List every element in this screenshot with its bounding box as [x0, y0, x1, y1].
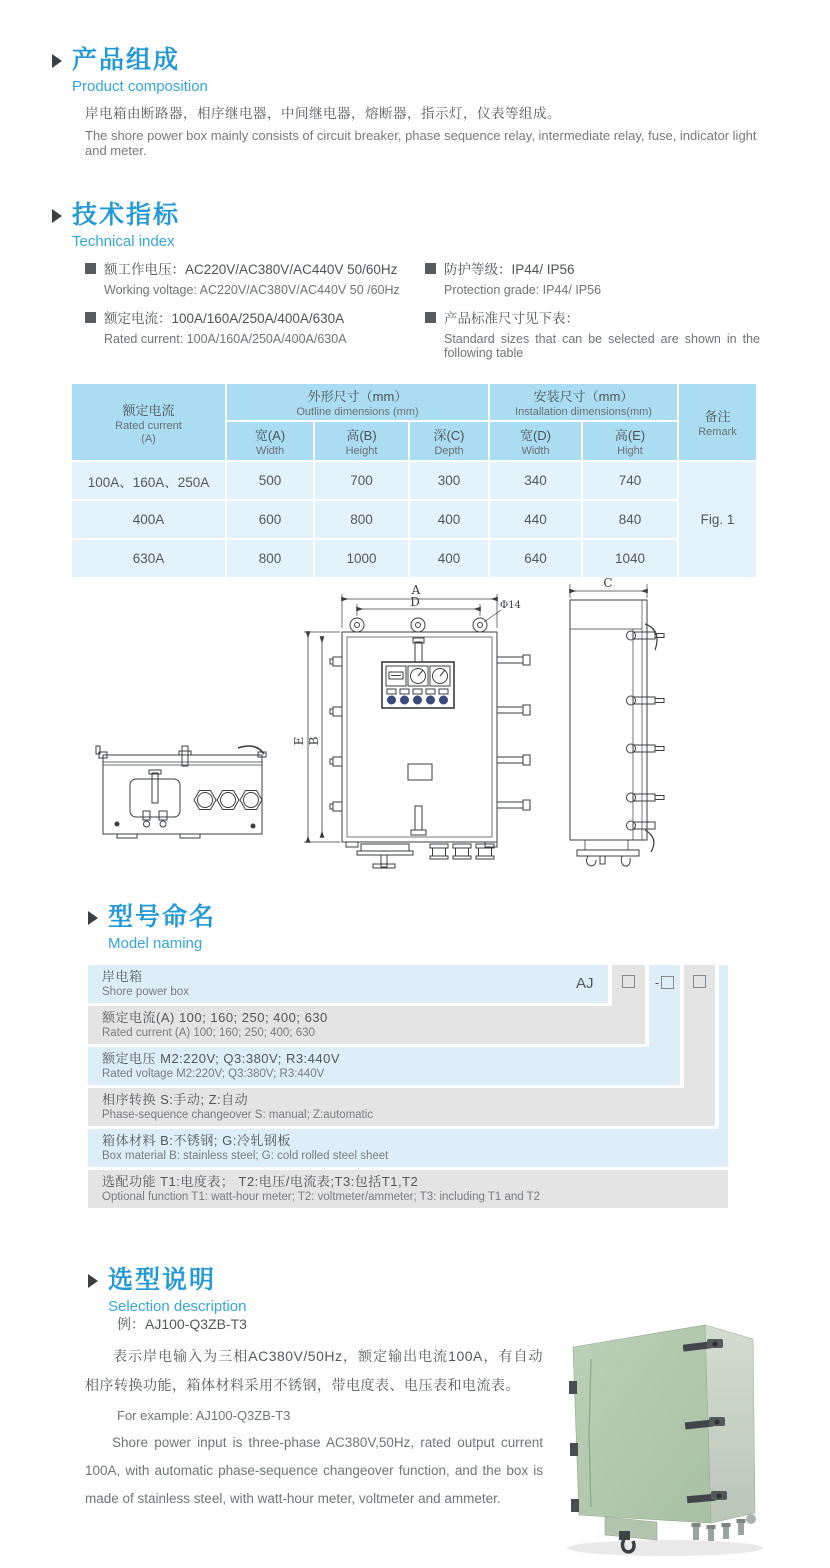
header-cn: 高(E) — [614, 428, 646, 443]
naming-row-en: Optional function T1: watt-hour meter; T2: voltmeter/ammeter; T3: including T1 and T2 — [102, 1191, 541, 1203]
section-model-naming-heading — [88, 903, 216, 952]
cell-width: 500 — [227, 462, 313, 499]
header-cn: 宽(D) — [519, 428, 552, 443]
tech-item-standard-sizes — [425, 307, 760, 327]
selection-text-en: Shore power input is three-phase AC380V,50Hz, rated output current 100A, with automatic phase-sequence changeover function, and the box is made of stainless steel, with watt-hour meter, voltmeter and ammeter. — [85, 1435, 543, 1506]
tech-item-cn: 额定电流：100A/160A/250A/400A/630A — [104, 311, 345, 326]
header-cn: 额定电流 — [122, 402, 175, 418]
header-en: Installation dimensions(mm) — [515, 406, 652, 418]
bullet-square-icon — [85, 263, 96, 274]
tech-item-working-voltage — [85, 258, 415, 278]
header-installation-dimensions — [490, 384, 677, 420]
side-latch-icons — [627, 624, 665, 852]
latch-icons — [497, 655, 530, 810]
dim-label-c: C — [603, 576, 613, 590]
section-title-en: Technical index — [72, 233, 175, 250]
header-height-b — [315, 422, 408, 460]
header-en: Depth — [434, 445, 464, 457]
header-en: Rated current — [115, 419, 182, 432]
example-model-en: For example: AJ100-Q3ZB-T3 — [117, 1408, 291, 1423]
header-height-e — [583, 422, 677, 460]
cell-height: 800 — [315, 501, 408, 538]
dim-label-d: D — [410, 595, 420, 609]
naming-row-cn: 选配功能 T1:电度表； T2:电压/电流表;T3:包括T1,T2 — [102, 1174, 419, 1189]
section-title-en: Model naming — [108, 935, 203, 952]
naming-row-optional-function — [88, 1170, 728, 1208]
naming-row-en: Box material B: stainless steel; G: cold rolled steel sheet — [102, 1150, 389, 1162]
hex-gland-icons — [194, 791, 262, 810]
header-width-d — [490, 422, 581, 460]
bottom-bracket — [605, 1517, 657, 1540]
header-cn: 高(B) — [346, 428, 377, 443]
section-product-composition-heading — [52, 46, 208, 95]
bullet-square-icon — [425, 263, 436, 274]
naming-row-en: Phase-sequence changeover S: manual; Z:automatic — [102, 1109, 374, 1121]
naming-row-en: Rated current (A) 100; 160; 250; 400; 630 — [102, 1027, 315, 1039]
front-view-drawing — [304, 594, 530, 868]
selection-description-body — [85, 1314, 543, 1513]
naming-row-cn: 额定电流(A) 100; 160; 250; 400; 630 — [102, 1010, 328, 1025]
header-en: Width — [521, 445, 550, 457]
tech-item-rated-current — [85, 307, 415, 327]
header-cn: 备注 — [704, 409, 731, 424]
cell-install-width: 440 — [490, 501, 581, 538]
code-dash: - — [654, 975, 660, 990]
naming-row-rated-voltage — [88, 1047, 680, 1085]
header-rated-current — [72, 384, 225, 460]
bottom-clamp — [619, 1531, 630, 1540]
cell-current: 100A、160A、250A — [72, 462, 225, 499]
code-box-icon — [622, 975, 635, 988]
tech-index-left-column — [85, 258, 415, 346]
tech-item-en: Rated current: 100A/160A/250A/400A/630A — [104, 332, 347, 346]
product-photo — [545, 1295, 800, 1563]
code-box-icon — [693, 975, 706, 988]
tech-item-protection-grade — [425, 258, 760, 278]
cell-height: 1000 — [315, 540, 408, 577]
cell-current: 630A — [72, 540, 225, 577]
naming-row-box-material — [88, 1129, 728, 1167]
cell-install-width: 340 — [490, 462, 581, 499]
tech-index-right-column — [425, 258, 760, 360]
section-arrow-icon — [52, 209, 62, 223]
cell-width: 800 — [227, 540, 313, 577]
header-width-a — [227, 422, 313, 460]
dim-label-e: E — [292, 736, 306, 746]
cable-glands-drawing — [430, 844, 494, 859]
cell-depth: 400 — [410, 501, 488, 538]
header-cn: 深(C) — [433, 428, 465, 443]
tech-item-cn: 额工作电压：AC220V/AC380V/AC440V 50/60Hz — [104, 262, 398, 277]
cell-install-height: 740 — [583, 462, 677, 499]
tech-item-en: Protection grade: IP44/ IP56 — [444, 283, 602, 297]
photo-shadow — [567, 1540, 763, 1556]
header-depth-c — [410, 422, 488, 460]
cell-width: 600 — [227, 501, 313, 538]
size-table — [70, 382, 758, 579]
naming-row-cn: 相序转换 S:手动; Z:自动 — [102, 1092, 249, 1107]
dim-label-a: A — [411, 583, 421, 597]
table-header-row-groups — [72, 384, 756, 420]
header-en: Outline dimensions (mm) — [296, 406, 419, 418]
header-en: Height — [345, 445, 378, 457]
cell-depth: 400 — [410, 540, 488, 577]
meter-panel-drawing — [382, 662, 454, 708]
dim-label-phi14: Φ14 — [500, 600, 521, 611]
naming-row-shore-power-box — [88, 965, 608, 1003]
naming-row-phase-changeover — [88, 1088, 715, 1126]
naming-row-cn: 箱体材料 B:不锈钢; G:冷轧钢板 — [102, 1133, 291, 1148]
header-cn: 安装尺寸（mm） — [533, 389, 634, 404]
header-remark — [679, 384, 756, 460]
bottom-view-drawing — [96, 746, 266, 838]
header-cn: 宽(A) — [254, 428, 286, 443]
cell-current: 400A — [72, 501, 225, 538]
section-arrow-icon — [52, 54, 62, 68]
product-composition-text-en: The shore power box mainly consists of circuit breaker, phase sequence relay, intermediate relay, fuse, indicator light and meter. — [85, 128, 757, 158]
header-cn: 外形尺寸（mm） — [307, 389, 408, 404]
table-row — [72, 501, 756, 538]
model-prefix: AJ — [576, 975, 594, 992]
naming-row-en: Shore power box — [102, 986, 189, 998]
cell-install-height: 1040 — [583, 540, 677, 577]
naming-row-cn: 岸电箱 — [102, 969, 143, 984]
section-technical-index-heading — [52, 201, 180, 250]
naming-row-cn: 额定电压 M2:220V; Q3:380V; R3:440V — [102, 1051, 341, 1066]
section-arrow-icon — [88, 911, 98, 925]
naming-row-rated-current — [88, 1006, 645, 1044]
section-title-cn: 选型说明 — [108, 1266, 217, 1294]
cell-height: 700 — [315, 462, 408, 499]
section-title-cn: 技术指标 — [72, 201, 181, 229]
section-title-cn: 产品组成 — [72, 46, 181, 74]
tech-item-en: Working voltage: AC220V/AC380V/AC440V 50 /60Hz — [104, 283, 400, 297]
section-title-cn: 型号命名 — [108, 903, 217, 931]
cell-install-height: 840 — [583, 501, 677, 538]
example-model-cn: 例：AJ100-Q3ZB-T3 — [117, 1316, 247, 1332]
header-unit: (A) — [141, 432, 156, 445]
bullet-square-icon — [425, 312, 436, 323]
model-naming-diagram — [88, 965, 728, 1208]
section-title-en: Product composition — [72, 78, 208, 95]
header-outline-dimensions — [227, 384, 488, 420]
naming-row-en: Rated voltage M2:220V; Q3:380V; R3:440V — [102, 1068, 325, 1080]
bullet-square-icon — [85, 312, 96, 323]
tech-item-cn: 防护等级：IP44/ IP56 — [444, 262, 575, 277]
section-title-en: Selection description — [108, 1298, 247, 1315]
table-row — [72, 462, 756, 499]
cell-install-width: 640 — [490, 540, 581, 577]
header-en: Remark — [698, 426, 737, 438]
section-arrow-icon — [88, 1274, 98, 1288]
header-en: Hight — [617, 445, 643, 457]
dim-label-b: B — [307, 736, 321, 746]
section-selection-description-heading — [88, 1266, 246, 1315]
product-composition-text-cn: 岸电箱由断路器，相序继电器，中间继电器，熔断器，指示灯，仪表等组成。 — [85, 106, 561, 121]
tech-item-cn: 产品标准尺寸见下表： — [444, 311, 579, 326]
side-view-drawing — [570, 584, 664, 866]
cell-depth: 300 — [410, 462, 488, 499]
tech-item-en: Standard sizes that can be selected are shown in the following table — [444, 332, 760, 360]
technical-drawing — [60, 572, 770, 890]
code-box-icon — [661, 976, 674, 989]
selection-text-cn: 表示岸电输入为三相AC380V/50Hz，额定输出电流100A，有自动相序转换功能，箱体材料采用不锈钢，带电度表、电压表和电流表。 — [85, 1348, 543, 1393]
hinge-icons — [330, 657, 342, 811]
cell-remark: Fig. 1 — [679, 462, 756, 577]
header-en: Width — [255, 445, 285, 457]
